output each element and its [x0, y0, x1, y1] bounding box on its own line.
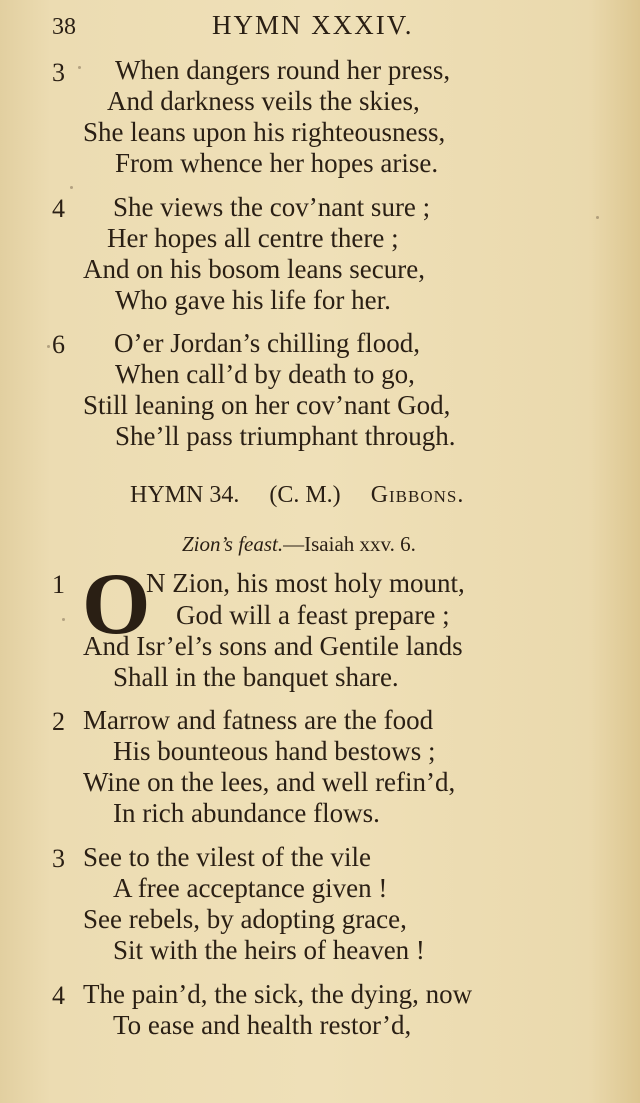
hymn-title: HYMN 34. [130, 482, 240, 508]
verse-line: Wine on the lees, and well refin’d, [83, 767, 456, 797]
verse-line: In rich abundance flows. [113, 798, 380, 828]
verse-line: To ease and health restor’d, [113, 1010, 412, 1040]
hymn-author: Gibbons. [370, 482, 465, 508]
verse-line: Still leaning on her cov’nant God, [83, 390, 451, 420]
hymn-subtitle [182, 532, 416, 557]
verse-line: She views the cov’nant sure ; [113, 192, 431, 222]
page-header [0, 6, 640, 42]
paper-speck [596, 216, 599, 219]
verse-line: Sit with the heirs of heaven ! [113, 935, 425, 965]
verse-line: She leans upon his righteousness, [83, 117, 446, 147]
verse-line: O’er Jordan’s chilling flood, [114, 328, 420, 358]
paper-speck [47, 345, 50, 348]
paper-speck [70, 186, 73, 189]
verse-line: The pain’d, the sick, the dying, now [83, 979, 473, 1009]
hymn-heading [130, 482, 464, 509]
verse-line: And on his bosom leans secure, [83, 254, 425, 284]
stanza-number: 6 [52, 330, 65, 359]
stanza-number: 3 [52, 844, 65, 873]
page-number: 38 [52, 14, 76, 40]
stanza-number: 1 [52, 570, 65, 599]
stanza-number: 2 [52, 707, 65, 736]
verse-line: When dangers round her press, [115, 55, 451, 85]
stanza-number: 3 [52, 58, 65, 87]
verse-line: She’ll pass triumphant through. [115, 421, 456, 451]
running-title: HYMN XXXIV. [212, 10, 414, 40]
verse-line: God will a feast prepare ; [176, 600, 450, 630]
drop-cap: O [82, 556, 151, 653]
paper-speck [78, 66, 81, 69]
verse-line: Who gave his life for her. [115, 285, 391, 315]
stanza-number: 4 [52, 981, 65, 1010]
verse-line: His bounteous hand bestows ; [113, 736, 436, 766]
verse-line: A free acceptance given ! [113, 873, 388, 903]
verse-line: And Isr’el’s sons and Gentile lands [83, 631, 463, 661]
verse-line: Marrow and fatness are the food [83, 705, 434, 735]
verse-line: From whence her hopes arise. [115, 148, 439, 178]
verse-line: When call’d by death to go, [115, 359, 415, 389]
subtitle-italic: Zion’s feast. [182, 532, 284, 556]
hymn-meter: (C. M.) [269, 482, 341, 508]
verse-line: See to the vilest of the vile [83, 842, 371, 872]
verse-line: Her hopes all centre there ; [107, 223, 399, 253]
verse-line: Shall in the banquet share. [113, 662, 399, 692]
paper-speck [62, 618, 65, 621]
verse-line: N Zion, his most holy mount, [146, 568, 465, 598]
verse-line: And darkness veils the skies, [107, 86, 420, 116]
stanza-number: 4 [52, 194, 65, 223]
verse-line: See rebels, by adopting grace, [83, 904, 407, 934]
subtitle-reference: —Isaiah xxv. 6. [283, 532, 416, 556]
